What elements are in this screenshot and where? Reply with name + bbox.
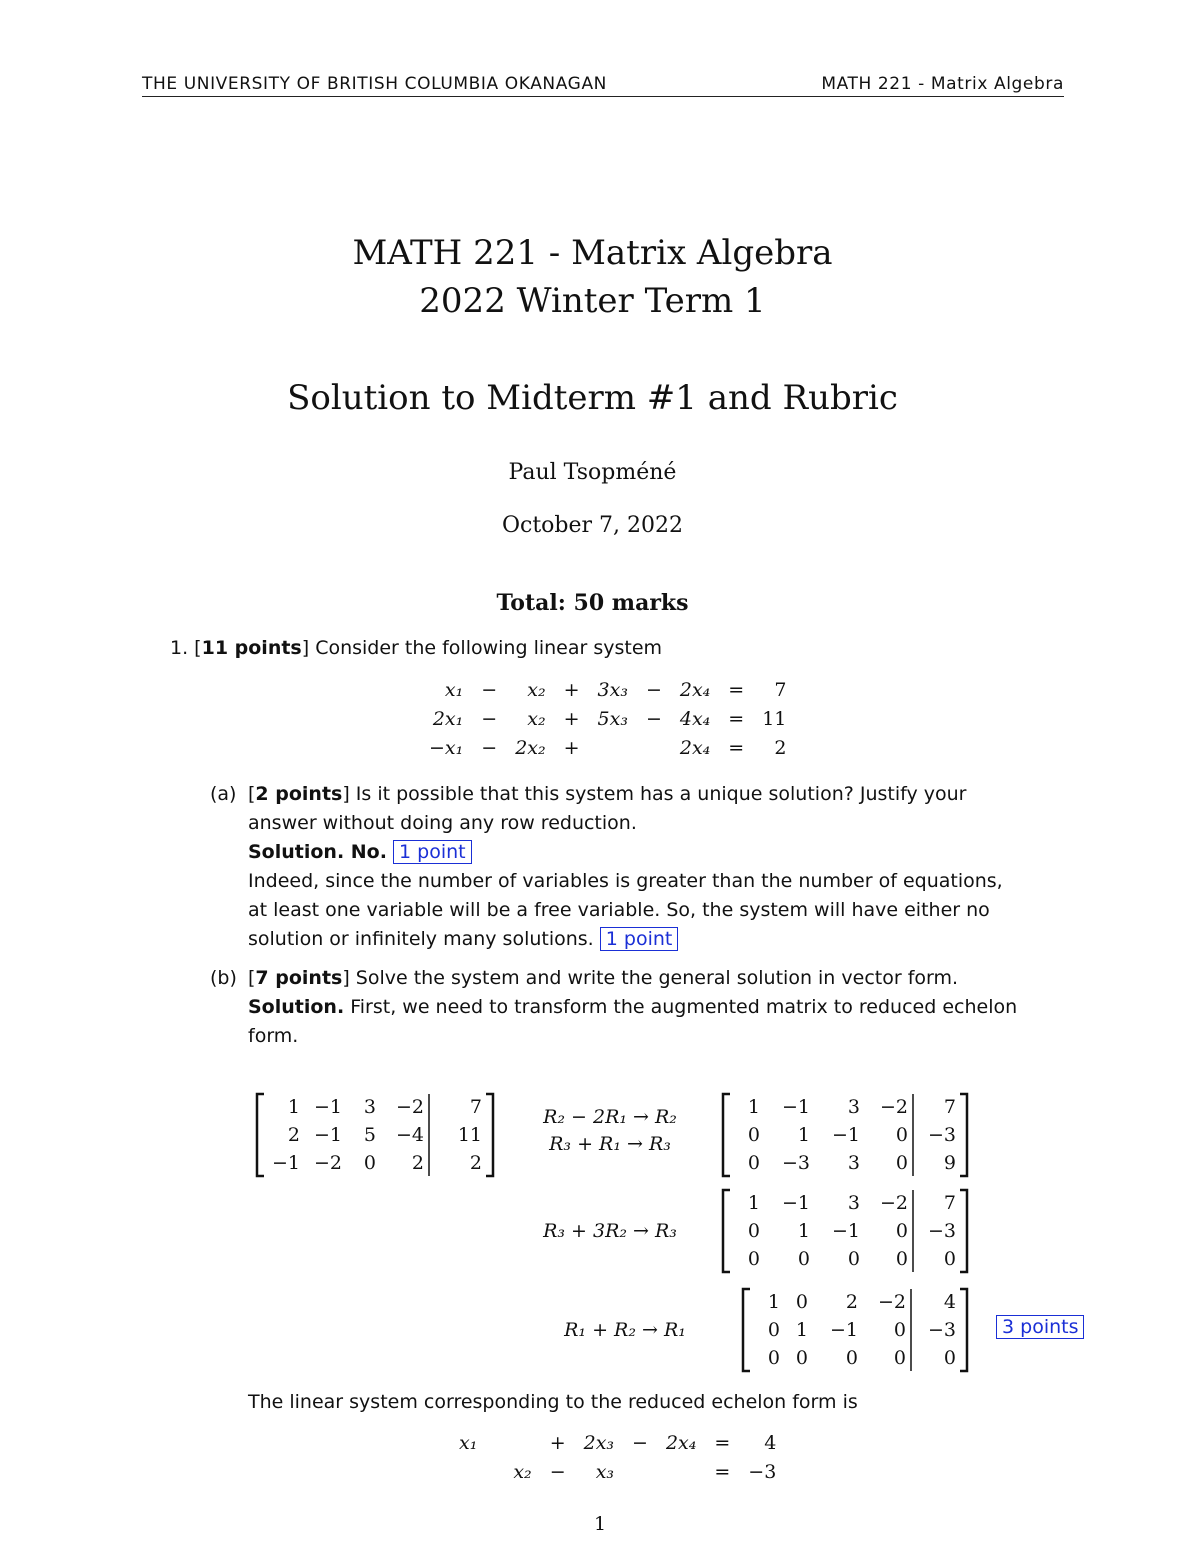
row-op: R₂ − 2R₁ → R₂ (543, 1106, 677, 1128)
equation-term (657, 1457, 705, 1486)
equation-row (450, 1428, 785, 1457)
matrix-entry: 0 (795, 1347, 808, 1369)
equation-term: 3x₃ (597, 678, 628, 701)
matrix-row (732, 1217, 958, 1245)
matrix-entry: 2 (845, 1291, 858, 1313)
matrix-entry: 1 (747, 1096, 760, 1118)
matrix-entry: −1 (271, 1152, 300, 1174)
reduced-linear-system (450, 1428, 785, 1486)
matrix-entry: 3 (363, 1096, 376, 1118)
total-marks: Total: 50 marks (496, 590, 689, 616)
matrix-entry: 0 (893, 1319, 906, 1341)
matrix-entry: −3 (927, 1124, 956, 1146)
equation-term: 11 (762, 707, 787, 730)
question-1: 1. [11 points] Consider the following linear system (170, 637, 663, 659)
equation-term: = (728, 678, 745, 701)
matrix-row (732, 1121, 958, 1149)
equation-term: − (645, 678, 662, 701)
part-a-question: [2 points] Is it possible that this system has a unique solution? Justify your answer without doing any row reduction. Solution. No. 1 point Indeed, since the number of variables is greater than the number of equations, at least one variable will be a free variable. So, the system will have either no solution or infinitely many solutions. 1 point (248, 783, 1003, 950)
part-a-line2: at least one variable will be a free variable. So, the system will have either no (248, 899, 990, 921)
equation-term: 2x₄ (679, 736, 711, 759)
equation-term (637, 733, 671, 762)
row-op: R₃ + 3R₂ → R₃ (543, 1220, 677, 1242)
equation-term: = (714, 1460, 731, 1483)
matrix-entry: −3 (927, 1220, 956, 1242)
matrix-entry: 0 (895, 1220, 908, 1242)
equation-term: 4 (764, 1431, 777, 1454)
equation-term: x₃ (595, 1460, 615, 1483)
equation-term (504, 1428, 540, 1457)
matrix-entry: 2 (287, 1124, 300, 1146)
matrix-row (732, 1093, 958, 1121)
matrix-entry: 0 (747, 1248, 760, 1270)
equation-term: x₁ (444, 678, 464, 701)
matrix-row (732, 1245, 958, 1273)
part-a-solution-label: Solution. No. (248, 841, 387, 863)
matrix-entry: 0 (893, 1347, 906, 1369)
header-rule (142, 96, 1064, 97)
matrix-entry: 7 (469, 1096, 482, 1118)
matrix-entry: 11 (457, 1124, 482, 1146)
matrix-entry: −1 (313, 1124, 342, 1146)
rubric-badge-3-label: 3 points (996, 1315, 1084, 1339)
equation-term: x₁ (459, 1431, 478, 1454)
matrix-entry: 0 (845, 1347, 858, 1369)
matrix-entry: 0 (795, 1291, 808, 1313)
part-b-label: (b) (210, 967, 237, 989)
equation-term: x₂ (527, 707, 546, 730)
matrix-entry: 0 (747, 1220, 760, 1242)
part-b-question-text: Solve the system and write the general solution in vector form. (355, 967, 959, 989)
question-number: 1. (170, 637, 189, 659)
matrix-entry: 0 (747, 1152, 760, 1174)
matrix-entry: 0 (747, 1124, 760, 1146)
equation-term: 4x₄ (679, 707, 711, 730)
matrix-entry: −3 (781, 1152, 810, 1174)
matrix-entry: 0 (847, 1248, 860, 1270)
matrix-entry: 1 (747, 1192, 760, 1214)
matrix-reduced-echelon (740, 1287, 970, 1373)
equation-term (589, 733, 637, 762)
equation-term: + (563, 707, 580, 730)
matrix-entry: 5 (363, 1124, 376, 1146)
header-university: THE UNIVERSITY OF BRITISH COLUMBIA OKANAGAN (142, 74, 607, 94)
matrix-entry: −1 (781, 1096, 810, 1118)
equation-term: + (563, 736, 580, 759)
equation-term: − (645, 707, 662, 730)
rubric-badge-3 (996, 1316, 1084, 1338)
matrix-row (752, 1344, 958, 1372)
matrix-entry: −1 (781, 1192, 810, 1214)
equation-term: 5x₃ (597, 707, 628, 730)
matrix-entry: 1 (797, 1220, 810, 1242)
matrix-entry: −1 (831, 1220, 860, 1242)
matrix-entry: 3 (847, 1152, 860, 1174)
author: Paul Tsopméné (508, 460, 677, 485)
equation-term: − (549, 1460, 566, 1483)
part-b-solution-label: Solution. (248, 996, 345, 1018)
matrix-entry: −2 (395, 1096, 424, 1118)
matrix-entry: 3 (847, 1192, 860, 1214)
equation-term (486, 1428, 504, 1457)
equation-term (450, 1457, 486, 1486)
matrix-entry: 0 (797, 1248, 810, 1270)
matrix-entry: −4 (395, 1124, 424, 1146)
equation-term: −x₁ (429, 736, 464, 759)
part-a-label: (a) (210, 783, 237, 805)
matrix-entry: −3 (927, 1319, 956, 1341)
matrix-row (266, 1121, 484, 1149)
matrix-entry: 3 (847, 1096, 860, 1118)
matrix-entry: 0 (767, 1319, 780, 1341)
equation-term: − (481, 736, 498, 759)
part-b-points: 7 points (255, 967, 343, 989)
equation-term: + (549, 1431, 566, 1454)
matrix-entry: 0 (363, 1152, 376, 1174)
part-b-solution-line1: First, we need to transform the augmented matrix to reduced echelon (350, 996, 1018, 1018)
part-a-question-line2: answer without doing any row reduction. (248, 812, 637, 834)
part-b-question: [7 points] Solve the system and write the general solution in vector form. Solution. First, we need to transform the augmented matrix to reduced echelon form. (248, 967, 1018, 1047)
augmented-matrix (254, 1092, 496, 1178)
matrix-row (752, 1288, 958, 1316)
matrix-entry: −1 (313, 1096, 342, 1118)
matrix-entry: 0 (943, 1248, 956, 1270)
equation-term: 2x₂ (515, 736, 546, 759)
matrix-entry: 0 (895, 1248, 908, 1270)
date: October 7, 2022 (501, 513, 684, 538)
matrix-entry: −2 (879, 1192, 908, 1214)
page-number: 1 (593, 1513, 607, 1535)
row-op: R₃ + R₁ → R₃ (549, 1133, 671, 1155)
part-a-question-line1: Is it possible that this system has a unique solution? Justify your (355, 783, 967, 805)
part-b-solution-line2: form. (248, 1025, 299, 1047)
part-a-points: 2 points (255, 783, 343, 805)
linear-system (420, 675, 795, 762)
matrix-row (266, 1149, 484, 1177)
matrix-row (732, 1189, 958, 1217)
rubric-badge-1: 1 point (393, 840, 472, 864)
equation-term: x₂ (513, 1460, 532, 1483)
matrix-entry: −2 (877, 1291, 906, 1313)
matrix-step-1 (720, 1092, 970, 1178)
equation-term: 2x₄ (665, 1431, 697, 1454)
equation-term: = (728, 736, 745, 759)
matrix-row (752, 1316, 958, 1344)
equation-row (450, 1457, 785, 1486)
matrix-entry: 0 (767, 1347, 780, 1369)
course-title: MATH 221 - Matrix Algebra (352, 233, 833, 273)
part-a-line3: solution or infinitely many solutions. (248, 928, 594, 950)
matrix-entry: 1 (767, 1291, 780, 1313)
term-title: 2022 Winter Term 1 (419, 281, 766, 321)
equation-term: 2 (774, 736, 787, 759)
matrix-entry: −2 (313, 1152, 342, 1174)
matrix-entry: 2 (411, 1152, 424, 1174)
row-op: R₁ + R₂ → R₁ (564, 1319, 686, 1341)
equation-term (623, 1457, 657, 1486)
matrix-step-2 (720, 1188, 970, 1274)
matrix-entry: 1 (287, 1096, 300, 1118)
matrix-row (732, 1149, 958, 1177)
equation-term: − (481, 707, 498, 730)
equation-term: x₂ (527, 678, 546, 701)
matrix-entry: 7 (943, 1096, 956, 1118)
row-operations-3 (535, 1317, 715, 1344)
equation-row (420, 733, 795, 762)
matrix-entry: 9 (943, 1152, 956, 1174)
matrix-entry: 4 (943, 1291, 956, 1313)
equation-row (420, 675, 795, 704)
equation-term: = (728, 707, 745, 730)
rubric-badge-2: 1 point (600, 927, 679, 951)
matrix-entry: 0 (895, 1124, 908, 1146)
equation-term: − (632, 1431, 648, 1454)
part-a-line1: Indeed, since the number of variables is greater than the number of equations, (248, 870, 1003, 892)
matrix-entry: 0 (895, 1152, 908, 1174)
equation-term: 2x₃ (583, 1431, 615, 1454)
row-operations-1 (520, 1104, 700, 1158)
matrix-row (266, 1093, 484, 1121)
matrix-entry: 2 (469, 1152, 482, 1174)
row-operations-2 (520, 1218, 700, 1245)
matrix-entry: −2 (879, 1096, 908, 1118)
equation-term: −3 (748, 1460, 777, 1483)
equation-term: − (481, 678, 498, 701)
document-title: Solution to Midterm #1 and Rubric (287, 378, 898, 418)
matrix-entry: 1 (797, 1124, 810, 1146)
matrix-entry: 7 (943, 1192, 956, 1214)
question-prompt: Consider the following linear system (315, 637, 663, 659)
reduced-system-intro: The linear system corresponding to the reduced echelon form is (248, 1391, 858, 1413)
header-course: MATH 221 - Matrix Algebra (821, 74, 1064, 94)
equation-row (420, 704, 795, 733)
matrix-entry: 0 (943, 1347, 956, 1369)
matrix-entry: −1 (831, 1124, 860, 1146)
equation-term (486, 1457, 504, 1486)
question-points: 11 points (201, 637, 302, 659)
matrix-entry: 1 (795, 1319, 808, 1341)
equation-term: = (714, 1431, 731, 1454)
equation-term: 2x₁ (432, 707, 464, 730)
equation-term: 2x₄ (679, 678, 711, 701)
equation-term: + (563, 678, 580, 701)
equation-term: 7 (774, 678, 787, 701)
matrix-entry: −1 (829, 1319, 858, 1341)
